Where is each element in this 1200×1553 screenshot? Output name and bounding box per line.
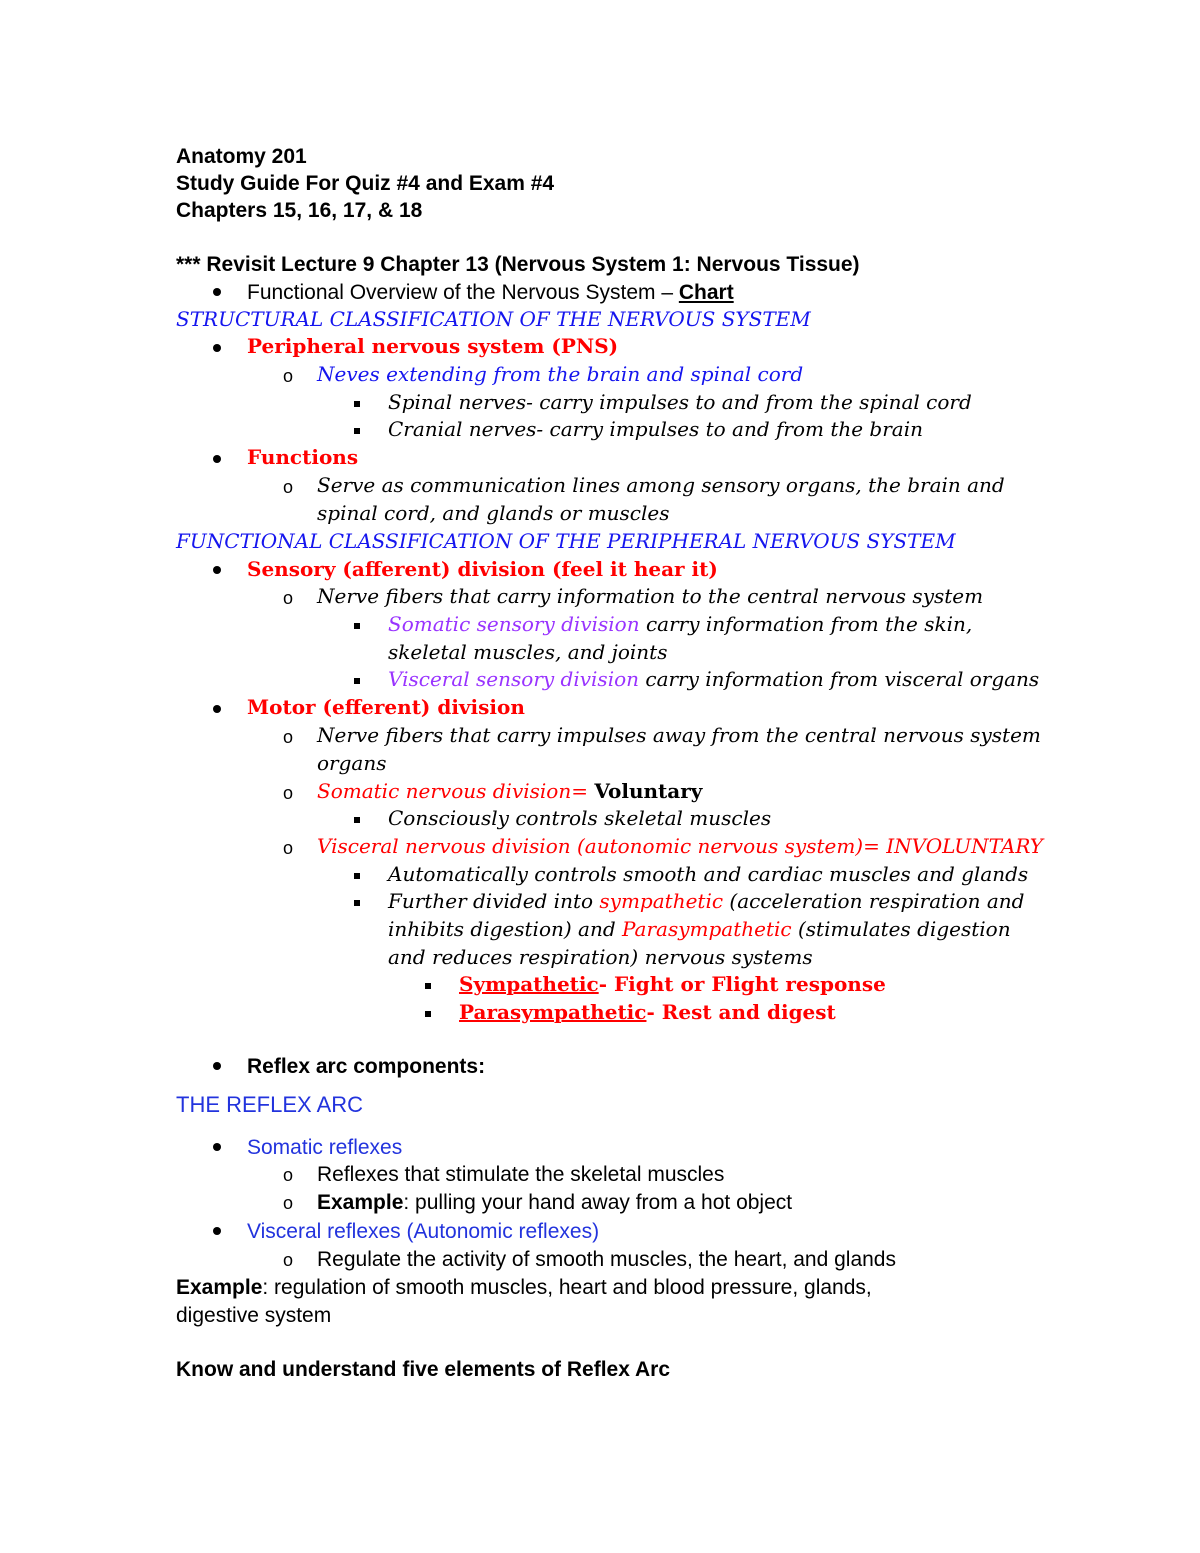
bullet-dot [213,1143,221,1151]
square-bullet [354,900,360,906]
sympathetic-rest: - Fight or Flight response [598,972,886,996]
bullet-dot [213,566,221,574]
automatically-line: Automatically controls smooth and cardiac muscles and glands [388,862,1029,886]
functions-line-1: Serve as communication lines among sensory organs, the brain and [317,473,1005,497]
overview-line [247,282,734,303]
somatic-nervous-term: Somatic nervous division= [317,779,595,803]
bullet-dot [213,1062,221,1070]
parasympathetic-line [459,1002,836,1022]
further-l2a: inhibits digestion) and [388,917,622,941]
further-parasympathetic: Parasympathetic [622,917,792,941]
sensory-sub: Nerve fibers that carry information to the central nervous system [317,584,984,608]
motor-heading: Motor (efferent) division [247,695,525,719]
chapters-title: Chapters 15, 16, 17, & 18 [176,199,423,222]
visceral-sensory-line [388,669,1039,689]
reflex-arc-title: THE REFLEX ARC [176,1092,364,1117]
functional-title: FUNCTIONAL CLASSIFICATION OF THE PERIPHERAL NERVOUS SYSTEM [176,529,956,553]
cranial-nerves: Cranial nerves- carry impulses to and from the brain [388,417,923,441]
circle-bullet: o [283,727,294,747]
pns-heading: Peripheral nervous system (PNS) [247,334,619,358]
visceral-reflexes-sub: Regulate the activity of smooth muscles, the heart, and glands [317,1248,896,1271]
visceral-sensory-rest: carry information from visceral organs [639,667,1040,691]
somatic-example: : pulling your hand away from a hot object [403,1191,793,1214]
spinal-nerves: Spinal nerves- carry impulses to and from the spinal cord [388,390,972,414]
functions-heading: Functions [247,445,359,469]
guide-title: Study Guide For Quiz #4 and Exam #4 [176,172,555,195]
somatic-reflexes-sub: Reflexes that stimulate the skeletal muscles [317,1163,725,1186]
know-heading: Know and understand five elements of Reflex Arc [176,1358,670,1381]
square-bullet [425,983,431,989]
course-title: Anatomy 201 [176,145,307,168]
somatic-example-line [317,1192,792,1213]
bullet-dot [213,344,221,352]
example-label: Example [176,1276,263,1299]
structural-title: STRUCTURAL CLASSIFICATION OF THE NERVOUS SYSTEM [176,307,811,331]
somatic-reflexes: Somatic reflexes [247,1136,403,1159]
visceral-example-1: : regulation of smooth muscles, heart and blood pressure, glands, [262,1276,872,1299]
somatic-sensory-line-2: skeletal muscles, and joints [388,640,668,664]
pns-sub: Neves extending from the brain and spinal cord [317,362,804,386]
circle-bullet: o [283,1165,294,1185]
reflex-components: Reflex arc components: [247,1055,486,1078]
further-sympathetic: sympathetic [599,889,724,913]
consciously-line: Consciously controls skeletal muscles [388,806,772,830]
somatic-sensory-term: Somatic sensory division [388,612,640,636]
further-l2b: (stimulates digestion [791,917,1011,941]
overview-text: Functional Overview of the Nervous System – [247,281,679,304]
visceral-reflexes: Visceral reflexes (Autonomic reflexes) [247,1220,600,1243]
somatic-sensory-rest: carry information from the skin, [639,612,973,636]
chart-link[interactable]: Chart [678,281,734,304]
parasympathetic-rest: - Rest and digest [646,1000,836,1024]
motor-sub-2: organs [317,751,387,775]
square-bullet [425,1011,431,1017]
visceral-example-line-2: digestive system [176,1304,332,1327]
square-bullet [354,623,360,629]
visceral-nervous-line: Visceral nervous division (autonomic nervous system)= INVOLUNTARY [317,834,1043,858]
square-bullet [354,873,360,879]
circle-bullet: o [283,588,294,608]
sensory-heading: Sensory (afferent) division (feel it hear it) [247,557,718,581]
bullet-dot [213,705,221,713]
circle-bullet: o [283,1193,294,1213]
revisit-heading: *** Revisit Lecture 9 Chapter 13 (Nervous System 1: Nervous Tissue) [176,253,860,276]
further-line-2 [388,919,1011,939]
circle-bullet: o [283,477,294,497]
somatic-nervous-line [317,781,702,801]
further-b: (acceleration respiration and [723,889,1025,913]
square-bullet [354,401,360,407]
sympathetic-label: Sympathetic [459,972,599,996]
circle-bullet: o [283,366,294,386]
functions-line-2: spinal cord, and glands or muscles [317,501,670,525]
somatic-sensory-line [388,614,972,634]
bullet-dot [213,288,221,296]
motor-sub-1: Nerve fibers that carry impulses away from the central nervous system [317,723,1041,747]
further-line-3: and reduces respiration) nervous systems [388,945,813,969]
bullet-dot [213,455,221,463]
square-bullet [354,428,360,434]
circle-bullet: o [283,1250,294,1270]
parasympathetic-label: Parasympathetic [459,1000,647,1024]
circle-bullet: o [283,838,294,858]
further-a: Further divided into [388,889,600,913]
bullet-dot [213,1227,221,1235]
visceral-sensory-term: Visceral sensory division [388,667,640,691]
square-bullet [354,678,360,684]
sympathetic-line [459,974,886,994]
voluntary-label: Voluntary [594,779,703,803]
further-line-1 [388,891,1024,911]
square-bullet [354,817,360,823]
example-label: Example [317,1191,404,1214]
circle-bullet: o [283,783,294,803]
visceral-example-line-1 [176,1277,872,1298]
